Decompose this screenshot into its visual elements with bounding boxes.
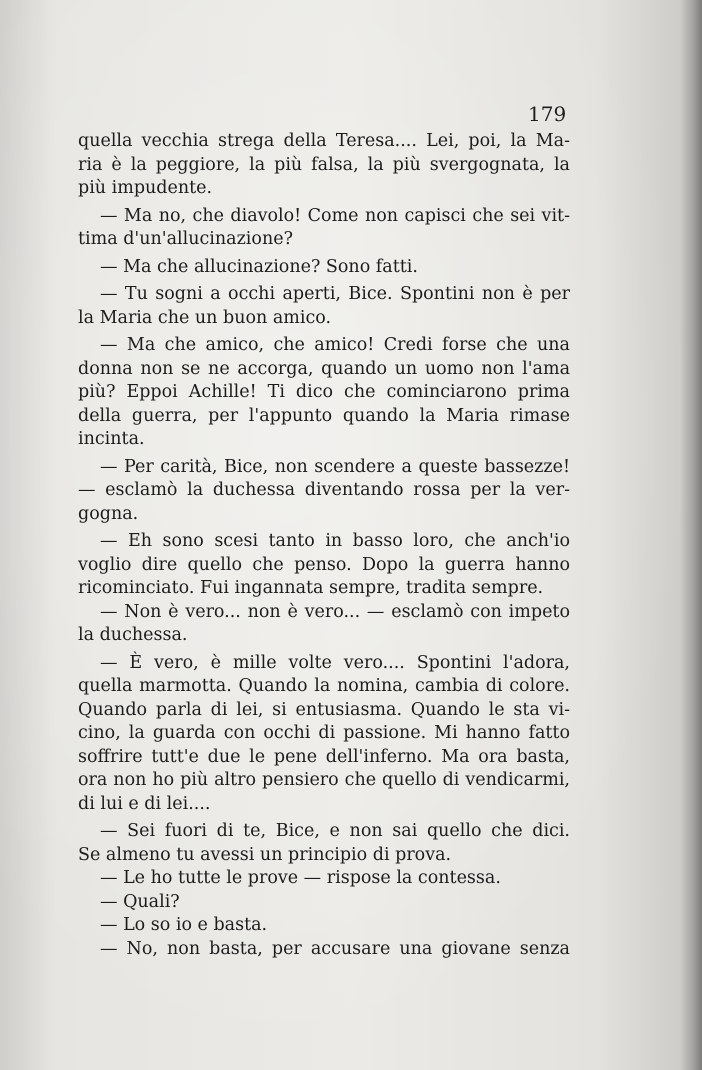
text-line: — Per carità, Bice, non scendere a queste bassezze! [100, 456, 570, 477]
text-line: — Sei fuori di te, Bice, e non sai quello che dici. [100, 821, 570, 841]
text-line: — Ma che allucinazione? Sono fatti. [100, 256, 418, 277]
text-line: — È vero, è mille volte vero.... Spontini l'adora, [100, 652, 570, 673]
text-line: — No, non basta, per accusare una giovane senza [100, 938, 570, 959]
page-gutter-shadow [680, 0, 702, 1070]
page-text [78, 130, 570, 961]
text-line: — esclamò la duchessa diventando rossa per la ver- [78, 480, 570, 500]
text-line: — Non è vero... non è vero... — esclamò con impeto [100, 601, 570, 622]
text-line: la duchessa. [78, 625, 188, 645]
text-line: più? Eppoi Achille! Ti dico che cominciarono prima [78, 382, 570, 402]
text-line: Quando parla di lei, si entusiasma. Quando le sta vi- [78, 699, 570, 720]
text-line: — Eh sono scesi tanto in basso loro, che anch'io [100, 531, 570, 551]
text-line: — Le ho tutte le prove — rispose la contessa. [100, 868, 501, 888]
text-line: gogna. [78, 503, 139, 524]
text-line: Se almeno tu avessi un principio di prova. [78, 844, 452, 865]
text-line: soffrire tutt'e due le pene dell'inferno. Ma ora basta, [78, 746, 570, 767]
text-line: voglio dire quello che penso. Dopo la guerra hanno [78, 554, 570, 575]
text-line: — Lo so io e basta. [100, 915, 268, 935]
text-line: — Quali? [100, 891, 180, 912]
text-line: — Ma no, che diavolo! Come non capisci che sei vit- [100, 205, 570, 226]
text-line: — Ma che amico, che amico! Credi forse che una [100, 335, 570, 355]
text-line: ria è la peggiore, la più falsa, la più svergognata, la [78, 154, 570, 175]
text-line: più impudente. [78, 178, 213, 198]
text-line: incinta. [78, 429, 145, 449]
text-line: tima d'un'allucinazione? [78, 229, 293, 249]
text-line: quella vecchia strega della Teresa.... Lei, poi, la Ma- [78, 131, 570, 151]
text-line: cino, la guarda con occhi di passione. Mi hanno fatto [78, 723, 570, 743]
page-number: 179 [528, 102, 567, 126]
text-line: della guerra, per l'appunto quando la Maria rimase [78, 405, 570, 426]
text-line: la Maria che un buon amico. [78, 307, 332, 328]
text-line: quella marmotta. Quando la nomina, cambia di colore. [78, 676, 570, 696]
text-line: — Tu sogni a occhi aperti, Bice. Spontini non è per [100, 284, 570, 304]
text-line: ora non ho più altro pensiero che quello di vendicarmi, [78, 770, 570, 790]
text-line: donna non se ne accorga, quando un uomo non l'ama [78, 358, 570, 379]
text-line: di lui e di lei.... [78, 793, 211, 814]
text-line: ricominciato. Fui ingannata sempre, tradita sempre. [78, 578, 544, 598]
